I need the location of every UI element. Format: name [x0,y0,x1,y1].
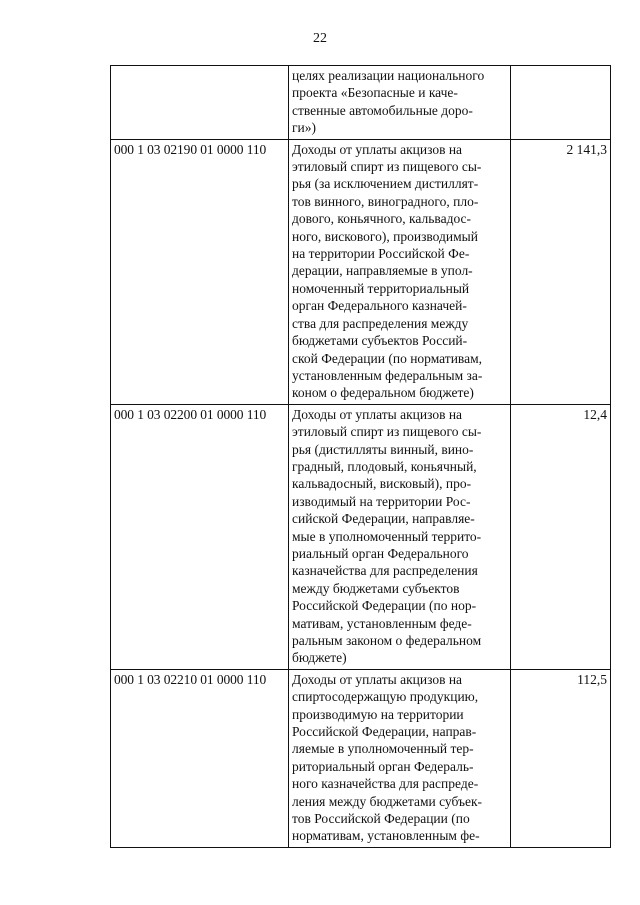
description-line: риальный орган Федерального [292,545,469,561]
amount-value: 112,5 [511,669,611,847]
description-line: рья (за исключением дистиллят- [292,176,479,192]
budget-classification-code: 000 1 03 02190 01 0000 110 [111,139,289,404]
budget-classification-code: 000 1 03 02210 01 0000 110 [111,669,289,847]
description-line: дерации, направляемые в упол- [292,263,473,279]
description-line: тов Российской Федерации (по [292,811,470,827]
description-line: дового, коньячного, кальвадос- [292,211,472,227]
description-line: рья (дистилляты винный, вино- [292,441,474,457]
description-line: коном о федеральном бюджете) [292,385,474,401]
description-line: мые в уполномоченный террито- [292,528,482,544]
description-line: Доходы от уплаты акцизов на [292,406,463,422]
table-row [111,669,611,847]
description-line: сийской Федерации, направляе- [292,511,475,527]
amount-value: 12,4 [511,404,611,669]
table-row [111,139,611,404]
amount-value: 2 141,3 [511,139,611,404]
amount-value [511,66,611,140]
description-line: проекта «Безопасные и каче- [292,85,458,101]
description-line: ги») [292,120,317,136]
revenue-description [289,139,511,404]
table-row [111,66,611,140]
description-line: бюджетами субъектов Россий- [292,333,468,349]
description-line: спиртосодержащую продукцию, [292,689,479,705]
page-number: 22 [313,31,327,46]
description-line: казначейства для распределения [292,563,478,579]
revenue-table [110,65,611,848]
description-line: бюджете) [292,650,347,666]
revenue-description [289,669,511,847]
description-line: ской Федерации (по нормативам, [292,350,483,366]
description-line: между бюджетами субъектов [292,580,460,596]
description-line: установленным федеральным за- [292,367,483,383]
description-line: Доходы от уплаты акцизов на [292,141,463,157]
description-line: ляемые в уполномоченный тер- [292,741,474,757]
description-line: номоченный территориальный [292,280,470,296]
description-line: кальвадосный, висковый), про- [292,476,472,492]
description-line: ления между бюджетами субъек- [292,793,483,809]
description-line: ства для распределения между [292,315,469,331]
table-row [111,404,611,669]
description-line: изводимый на территории Рос- [292,493,471,509]
revenue-description [289,66,511,140]
description-line: Доходы от уплаты акцизов на [292,671,463,687]
description-line: мативам, установленным феде- [292,615,472,631]
description-line: градный, плодовый, коньячный, [292,458,477,474]
description-line: риториальный орган Федераль- [292,758,474,774]
description-line: этиловый спирт из пищевого сы- [292,159,482,175]
description-line: целях реализации национального [292,68,485,83]
description-line: Российской Федерации (по нор- [292,598,477,614]
description-line: тов винного, виноградного, пло- [292,193,479,209]
description-line: на территории Российской Фе- [292,246,470,262]
description-line: этиловый спирт из пищевого сы- [292,424,482,440]
description-line: нормативам, установленным фе- [292,828,480,844]
description-line: Российской Федерации, направ- [292,724,477,740]
revenue-description [289,404,511,669]
description-line: ственные автомобильные доро- [292,102,473,118]
budget-classification-code [111,66,289,140]
description-line: производимую на территории [292,706,464,722]
description-line: ного, вискового), производимый [292,228,478,244]
description-line: орган Федерального казначей- [292,298,467,314]
description-line: ральным законом о федеральном [292,633,482,648]
description-line: ного казначейства для распреде- [292,776,479,792]
budget-classification-code: 000 1 03 02200 01 0000 110 [111,404,289,669]
